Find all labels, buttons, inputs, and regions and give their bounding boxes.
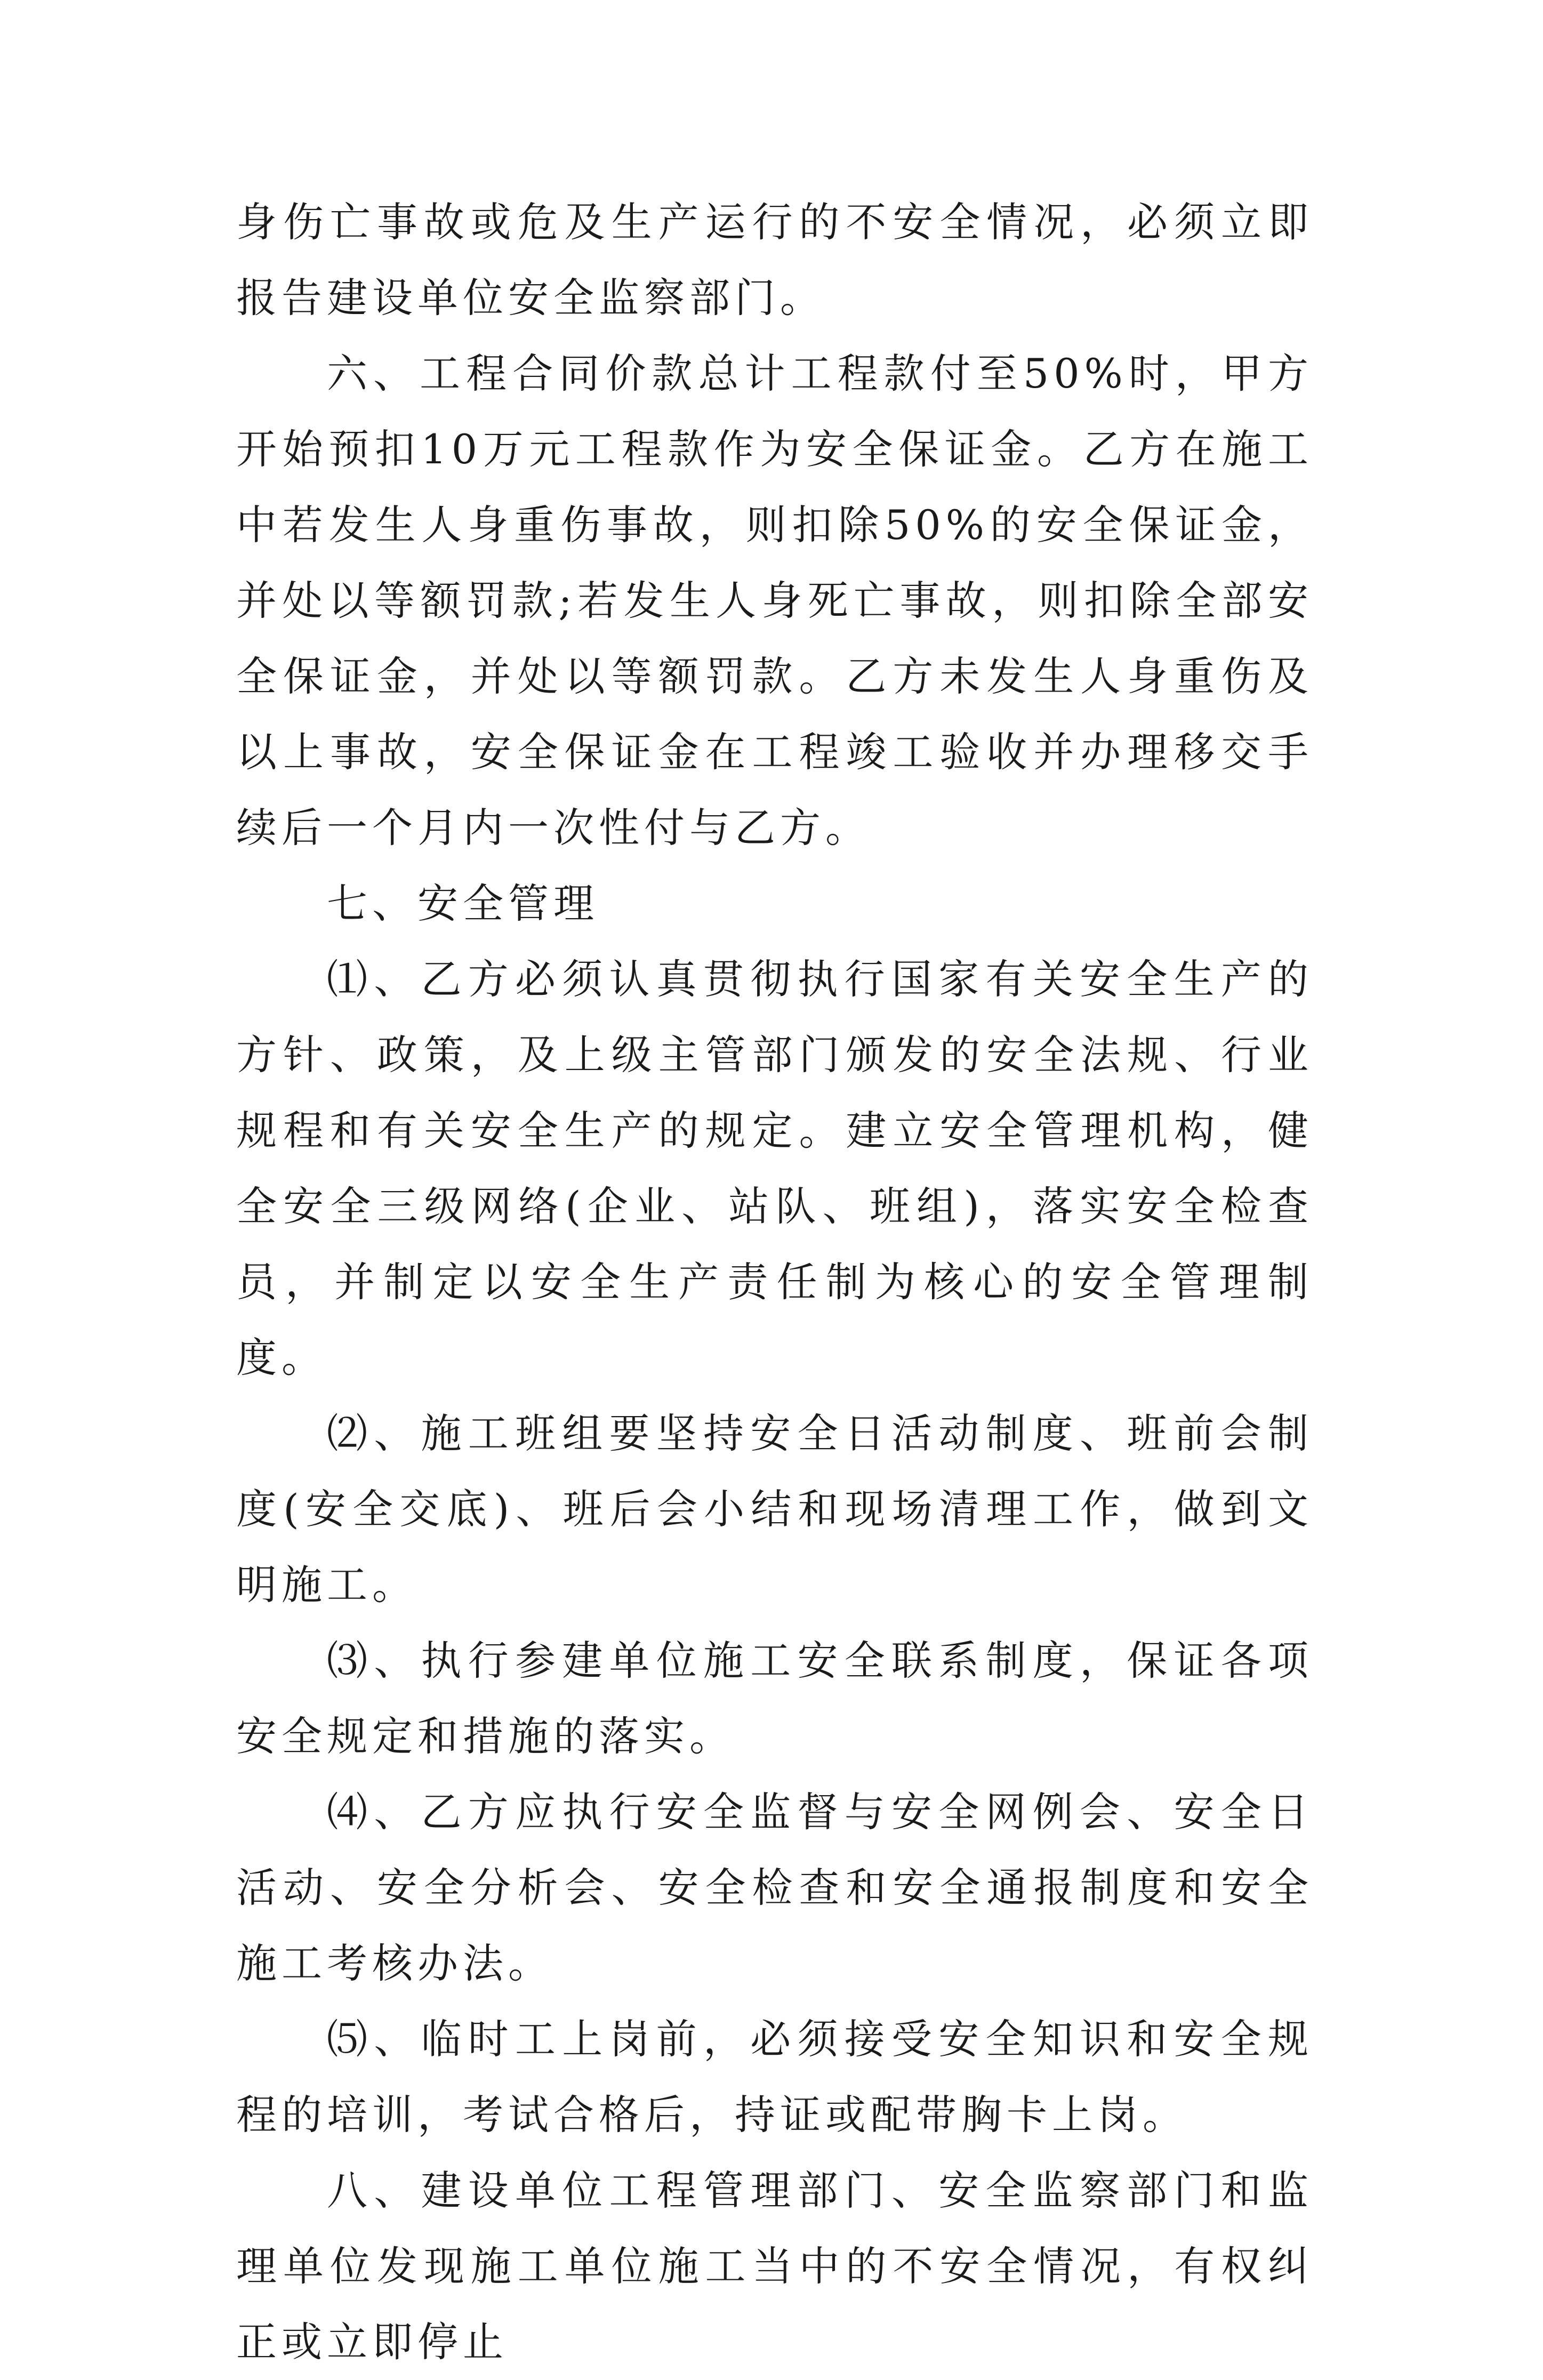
paragraph-item-3-liaison-system: ⑶、执行参建单位施工安全联系制度，保证各项安全规定和措施的落实。: [236, 1637, 1313, 1760]
paragraph-item-4-supervision-meetings: ⑷、乙方应执行安全监督与安全网例会、安全日活动、安全分析会、安全检查和安全通报制度和安全施工考核办法。: [236, 1788, 1313, 1987]
paragraph-item-2-team-activities: ⑵、施工班组要坚持安全日活动制度、班前会制度(安全交底)、班后会小结和现场清理工作，做到文明施工。: [236, 1410, 1313, 1609]
paragraph-accident-report-continuation: 身伤亡事故或危及生产运行的不安全情况，必须立即报告建设单位安全监察部门。: [236, 198, 1313, 321]
document-body: [236, 184, 1313, 2380]
paragraph-item-1-safety-policy: ⑴、乙方必须认真贯彻执行国家有关安全生产的方针、政策，及上级主管部门颁发的安全法规、行业规程和有关安全生产的规定。建立安全管理机构，健全安全三级网络(企业、站队、班组)，落实安全检查员，并制定以安全生产责任制为核心的安全管理制度。: [236, 955, 1313, 1381]
section-7-heading: 七、安全管理: [327, 880, 599, 927]
paragraph-item-5-temporary-worker-training: ⑸、临时工上岗前，必须接受安全知识和安全规程的培训，考试合格后，持证或配带胸卡上岗。: [236, 2015, 1313, 2138]
paragraph-section-8-authority: 八、建设单位工程管理部门、安全监察部门和监理单位发现施工单位施工当中的不安全情况，有权纠正或立即停止: [236, 2167, 1313, 2366]
paragraph-section-6-safety-deposit: 六、工程合同价款总计工程款付至50%时，甲方开始预扣10万元工程款作为安全保证金。乙方在施工中若发生人身重伤事故，则扣除50%的安全保证金，并处以等额罚款;若发生人身死亡事故，则扣除全部安全保证金，并处以等额罚款。乙方未发生人身重伤及以上事故，安全保证金在工程竣工验收并办理移交手续后一个月内一次性付与乙方。: [236, 350, 1313, 851]
